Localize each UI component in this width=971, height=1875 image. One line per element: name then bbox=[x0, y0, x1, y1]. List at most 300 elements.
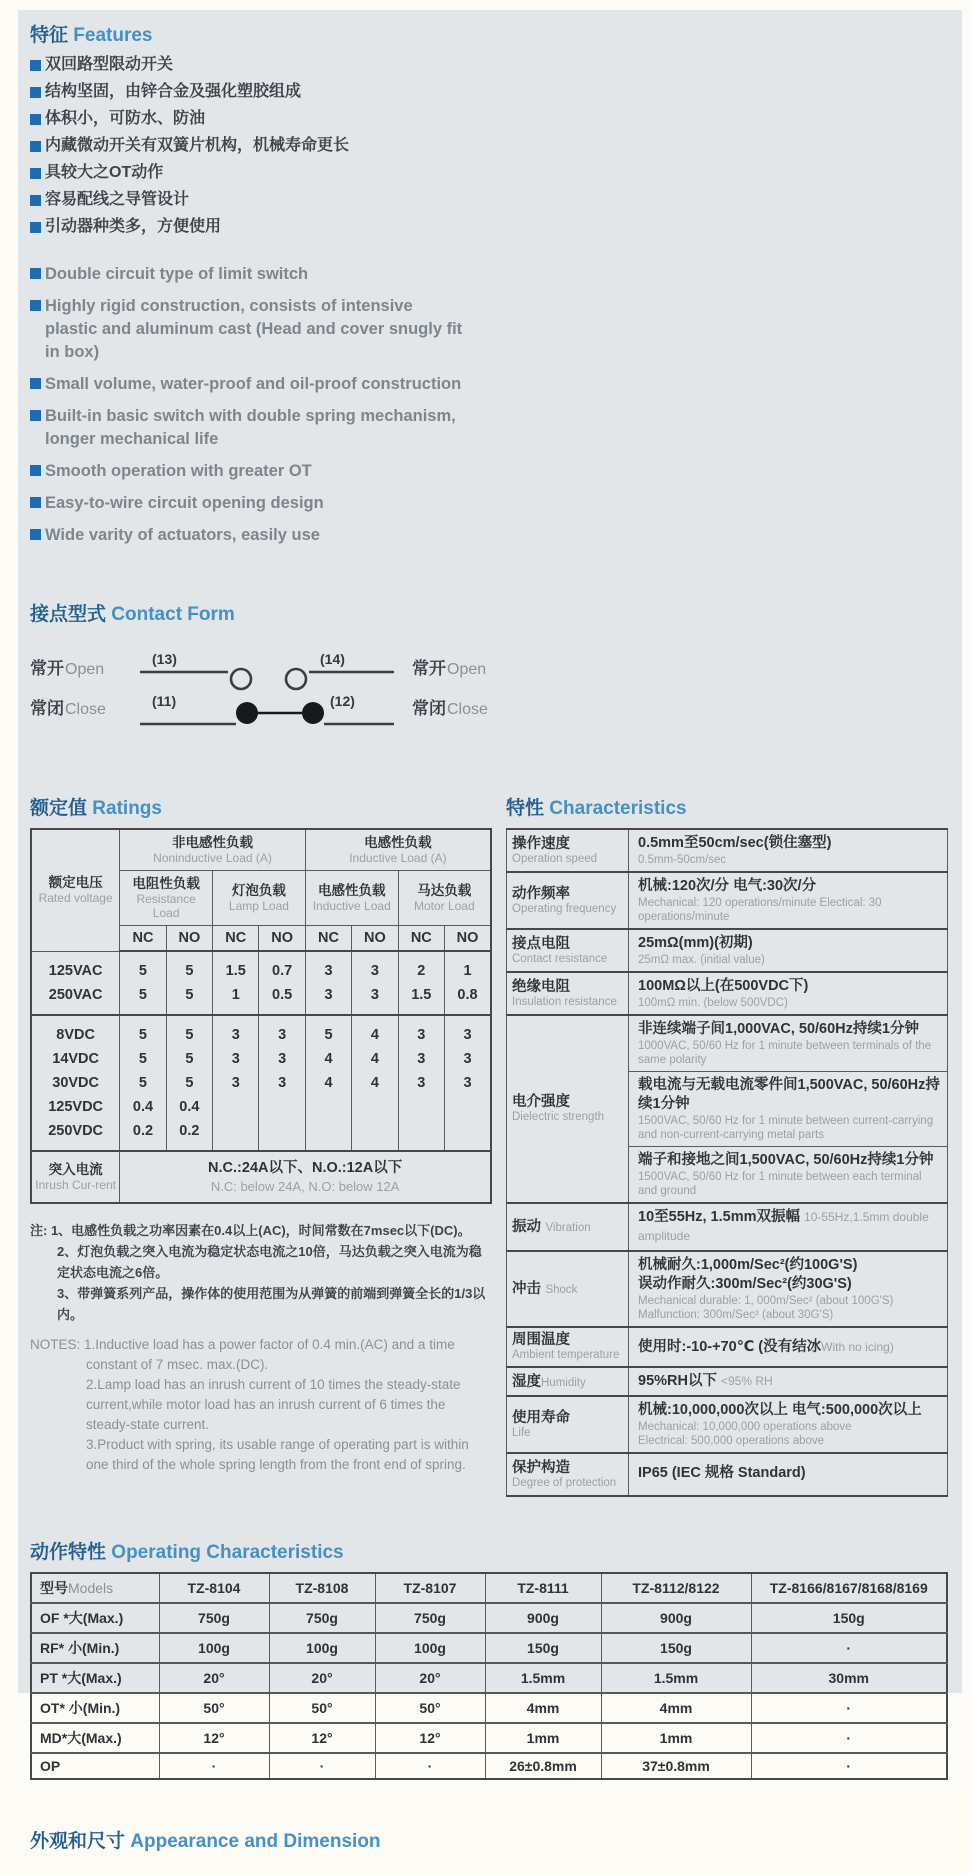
operating-row-of bbox=[31, 1603, 947, 1633]
feature-item bbox=[30, 492, 948, 515]
rating-value: 3 bbox=[324, 963, 333, 979]
bullet-square-icon bbox=[30, 60, 41, 71]
rating-value: 4 bbox=[324, 1051, 333, 1067]
open-contact-icon bbox=[231, 669, 251, 689]
feature-item bbox=[30, 109, 948, 129]
features-title-zh: 特征 bbox=[30, 25, 69, 46]
operating-table bbox=[30, 1572, 948, 1780]
features-title-en: Features bbox=[73, 25, 153, 46]
char-value-main: 非连续端子间1,000VAC, 50/60Hz持续1分钟 bbox=[638, 1021, 919, 1037]
char-value-sub: 100mΩ min. (below 500VDC) bbox=[638, 997, 788, 1009]
operating-value: · bbox=[751, 1723, 947, 1753]
feature-text: 体积小，可防水、防油 bbox=[45, 110, 206, 127]
header-zh: 电阻性负载 bbox=[132, 876, 200, 891]
operating-value: 750g bbox=[159, 1603, 269, 1633]
inrush-row bbox=[31, 1151, 491, 1203]
char-label-zh: 接点电阻 bbox=[512, 935, 570, 952]
char-value-main: 机械:10,000,000次以上 电气:500,000次以上 bbox=[638, 1402, 922, 1418]
header-en: Inrush Cur-rent bbox=[35, 1178, 116, 1192]
rating-value: 5 bbox=[138, 1075, 147, 1091]
operating-value: 12° bbox=[159, 1723, 269, 1753]
operating-section bbox=[30, 1537, 948, 1780]
rating-value bbox=[354, 1119, 395, 1143]
header-zh: 非电感性负载 bbox=[172, 835, 254, 850]
operating-value: 20° bbox=[269, 1663, 375, 1693]
char-label-en: Dielectric strength bbox=[512, 1111, 605, 1123]
feature-item bbox=[30, 217, 948, 237]
operating-row-op bbox=[31, 1753, 947, 1779]
feature-text: 具较大之OT动作 bbox=[45, 164, 164, 181]
operating-title bbox=[30, 1537, 948, 1564]
feature-text: 容易配线之导管设计 bbox=[45, 191, 190, 208]
inrush-label bbox=[31, 1151, 120, 1203]
char-label-zh: 振动 bbox=[512, 1219, 541, 1235]
char-label-en: Ambient temperature bbox=[512, 1349, 620, 1361]
bullet-square-icon bbox=[30, 141, 41, 152]
note-line: 注: 1、电感性负载之功率因素在0.4以上(AC)，时间常数在7msec以下(DC)。 bbox=[30, 1223, 471, 1238]
operating-value: · bbox=[375, 1753, 485, 1779]
bullet-square-icon bbox=[30, 497, 41, 508]
dielectric-sub-row bbox=[629, 1072, 947, 1147]
char-value-sub: 1500VAC, 50/60 Hz for 1 minute between current-carrying and non-current-carrying metal parts bbox=[638, 1115, 934, 1141]
feature-text: 内藏微动开关有双簧片机构，机械寿命更长 bbox=[45, 137, 350, 154]
inrush-value bbox=[120, 1151, 491, 1203]
char-row-operation-speed bbox=[507, 829, 948, 872]
char-label-zh: 冲击 bbox=[512, 1281, 541, 1297]
rating-value: 0.4 bbox=[132, 1099, 154, 1115]
nc-header: NC bbox=[398, 926, 444, 952]
note-line: 3.Product with spring, its usable range of operating part is within one third of the whole spring length from the front end of spring. bbox=[86, 1437, 469, 1472]
char-label-en: Humidity bbox=[541, 1376, 586, 1389]
char-value-main: IP65 (IEC 规格 Standard) bbox=[638, 1465, 806, 1481]
char-value-sub: 10-55Hz,1.5mm double amplitude bbox=[638, 1210, 929, 1243]
voltage-label: 250VDC bbox=[48, 1123, 104, 1139]
operating-value: · bbox=[751, 1753, 947, 1779]
operating-value: 50° bbox=[159, 1693, 269, 1723]
open-label-zh-right: 常开 bbox=[412, 659, 446, 678]
header-en: Motor Load bbox=[413, 899, 475, 913]
char-label-en: Operating frequency bbox=[512, 902, 617, 915]
motor-load-header bbox=[398, 871, 491, 926]
feature-text: Highly rigid construction, consists of intensive plastic and aluminum cast (Head and cover snugly fit in box) bbox=[45, 297, 463, 361]
middle-section bbox=[30, 793, 948, 1497]
operating-value: 1.5mm bbox=[601, 1663, 751, 1693]
rating-value: 4 bbox=[370, 1051, 379, 1067]
note-line: 3、带弹簧系列产品，操作体的使用范围为从弹簧的前端到弹簧全长的1/3以内。 bbox=[57, 1286, 486, 1322]
bullet-square-icon bbox=[30, 378, 41, 389]
terminal-14-label: (14) bbox=[320, 651, 345, 667]
dielectric-sub-row bbox=[629, 1147, 947, 1202]
note-line: 2、灯泡负载之突入电流为稳定状态电流之10倍，马达负载之突入电流为稳定状态电流之6倍。 bbox=[57, 1244, 482, 1280]
rating-value: 3 bbox=[463, 1075, 472, 1091]
operating-value: 37±0.8mm bbox=[601, 1753, 751, 1779]
closed-contact-icon bbox=[302, 702, 324, 724]
ratings-title-zh: 额定值 bbox=[30, 798, 88, 819]
no-header: NO bbox=[259, 926, 305, 952]
contact-form-title-zh: 接点型式 bbox=[30, 604, 107, 625]
contact-form-title bbox=[30, 599, 948, 626]
rating-value: 3 bbox=[463, 1051, 472, 1067]
rating-value: 5 bbox=[324, 1027, 333, 1043]
open-label-en-left: Open bbox=[65, 661, 105, 678]
char-value-sub: Mechanical: 10,000,000 operations above bbox=[638, 1421, 852, 1433]
operating-row-label: OF *大(Max.) bbox=[31, 1603, 159, 1633]
no-header: NO bbox=[166, 926, 212, 952]
no-header: NO bbox=[445, 926, 492, 952]
char-row-shock bbox=[507, 1251, 948, 1327]
operating-row-label: OT* 小(Min.) bbox=[31, 1693, 159, 1723]
contact-form-title-en: Contact Form bbox=[111, 604, 235, 625]
notes-block bbox=[30, 1220, 492, 1475]
appearance-title-zh: 外观和尺寸 bbox=[30, 1831, 126, 1852]
char-value-main: 95%RH以下 bbox=[638, 1373, 717, 1389]
feature-item bbox=[30, 295, 948, 364]
operating-value: 100g bbox=[375, 1633, 485, 1663]
close-label-en-left: Close bbox=[65, 701, 106, 718]
open-contact-icon bbox=[286, 669, 306, 689]
char-row-life bbox=[507, 1396, 948, 1453]
inductive-header bbox=[305, 829, 491, 871]
model-column: TZ-8104 bbox=[159, 1573, 269, 1603]
char-row-contact-resistance bbox=[507, 929, 948, 972]
rating-value bbox=[447, 1095, 488, 1119]
char-label-zh: 周围温度 bbox=[512, 1332, 570, 1348]
feature-item bbox=[30, 460, 948, 483]
rating-value: 4 bbox=[370, 1075, 379, 1091]
rating-value bbox=[447, 1119, 488, 1143]
terminal-12-label: (12) bbox=[330, 693, 355, 709]
rating-value: 1 bbox=[463, 963, 472, 979]
rating-value: 3 bbox=[417, 1051, 426, 1067]
models-header-en: Models bbox=[68, 1580, 114, 1596]
rating-value: 3 bbox=[324, 987, 333, 1003]
rating-value: 5 bbox=[185, 1027, 194, 1043]
rating-value: 3 bbox=[231, 1075, 240, 1091]
features-title bbox=[30, 20, 948, 47]
operating-value: · bbox=[751, 1693, 947, 1723]
char-value-sub: Malfunction: 300m/Sec² (about 30G'S) bbox=[638, 1309, 834, 1321]
char-value-main: 端子和接地之间1,500VAC, 50/60Hz持续1分钟 bbox=[638, 1152, 934, 1168]
char-row-ambient-temperature bbox=[507, 1327, 948, 1367]
contact-form-section bbox=[30, 599, 948, 743]
operating-value: 750g bbox=[375, 1603, 485, 1633]
nc-header: NC bbox=[305, 926, 351, 952]
bullet-square-icon bbox=[30, 300, 41, 311]
bullet-square-icon bbox=[30, 410, 41, 421]
char-value-sub: 1500VAC, 50/60 Hz for 1 minute between each terminal and ground bbox=[638, 1171, 922, 1197]
char-value-sub: Mechanical durable: 1, 000m/Sec² (about 100G'S) bbox=[638, 1295, 894, 1307]
rating-value: 5 bbox=[138, 1051, 147, 1067]
char-row-degree-of-protection bbox=[507, 1453, 948, 1496]
rating-value bbox=[401, 1119, 442, 1143]
characteristics-table bbox=[506, 828, 948, 1497]
feature-text: Smooth operation with greater OT bbox=[45, 462, 312, 480]
char-label-zh: 动作频率 bbox=[512, 885, 570, 902]
char-label-zh: 保护构造 bbox=[512, 1459, 570, 1476]
operating-value: 26±0.8mm bbox=[485, 1753, 601, 1779]
rating-value: 5 bbox=[185, 1051, 194, 1067]
rating-value: 0.7 bbox=[272, 963, 293, 979]
char-value-main: 25mΩ(mm)(初期) bbox=[638, 935, 753, 951]
char-label-zh: 绝缘电阻 bbox=[512, 978, 570, 995]
inductive-load-header bbox=[305, 871, 398, 926]
char-row-dielectric-strength bbox=[507, 1015, 948, 1203]
voltage-label: 30VDC bbox=[52, 1075, 99, 1091]
char-value-sub: 25mΩ max. (initial value) bbox=[638, 954, 765, 966]
rating-value: 3 bbox=[278, 1051, 287, 1067]
char-label-en: Contact resistance bbox=[512, 952, 608, 965]
rating-value: 0.5 bbox=[272, 987, 293, 1003]
feature-text: Built-in basic switch with double spring mechanism, longer mechanical life bbox=[45, 407, 456, 448]
header-zh: 额定电压 bbox=[48, 875, 103, 891]
operating-row-label: MD*大(Max.) bbox=[31, 1723, 159, 1753]
operating-value: 1mm bbox=[601, 1723, 751, 1753]
operating-value: 150g bbox=[601, 1633, 751, 1663]
vac-group-row bbox=[31, 951, 491, 1015]
rating-value: 4 bbox=[370, 1027, 379, 1043]
char-label-zh: 操作速度 bbox=[512, 835, 570, 852]
header-zh: 灯泡负载 bbox=[231, 883, 286, 898]
header-zh: 电感性负载 bbox=[364, 835, 432, 850]
appearance-title bbox=[30, 1826, 948, 1853]
char-value-sub: With no icing) bbox=[821, 1339, 894, 1354]
header-en: Noninductive Load (A) bbox=[153, 851, 272, 865]
rating-value: 0.2 bbox=[132, 1123, 154, 1139]
rating-value: 4 bbox=[324, 1075, 333, 1091]
note-line: 2.Lamp load has an inrush current of 10 times the steady-state current,while motor load has an inrush current of 6 times the steady-state current. bbox=[86, 1377, 461, 1432]
contact-circuit-diagram bbox=[30, 634, 590, 738]
char-value-main: 0.5mm至50cm/sec(锁住塞型) bbox=[638, 835, 832, 851]
rating-value: 5 bbox=[185, 963, 194, 979]
noninductive-header bbox=[120, 829, 306, 871]
header-en: Inductive Load bbox=[312, 899, 391, 913]
rating-value: 1.5 bbox=[411, 987, 432, 1003]
operating-value: 900g bbox=[485, 1603, 601, 1633]
char-value-main: 载电流与无载电流零件间1,500VAC, 50/60Hz持续1分钟 bbox=[638, 1077, 940, 1112]
characteristics-title-en: Characteristics bbox=[549, 798, 687, 819]
terminal-13-label: (13) bbox=[152, 651, 177, 667]
voltage-label: 14VDC bbox=[52, 1051, 99, 1067]
char-label-en: Operation speed bbox=[512, 852, 598, 865]
bullet-square-icon bbox=[30, 195, 41, 206]
rating-value bbox=[308, 1119, 349, 1143]
rating-value: 5 bbox=[138, 987, 147, 1003]
operating-value: 100g bbox=[159, 1633, 269, 1663]
appearance-section bbox=[30, 1826, 948, 1875]
feature-text: 引动器种类多，方便使用 bbox=[45, 218, 222, 235]
close-label-zh-right: 常闭 bbox=[412, 699, 446, 718]
dielectric-sub-row bbox=[629, 1016, 947, 1072]
operating-value: 4mm bbox=[485, 1693, 601, 1723]
feature-text: Easy-to-wire circuit opening design bbox=[45, 494, 324, 512]
bullet-square-icon bbox=[30, 87, 41, 98]
rating-value bbox=[261, 1095, 302, 1119]
bullet-square-icon bbox=[30, 529, 41, 540]
char-label-zh: 使用寿命 bbox=[512, 1409, 570, 1426]
rating-value: 3 bbox=[278, 1075, 287, 1091]
lamp-load-header bbox=[213, 871, 306, 926]
rating-value bbox=[215, 1119, 256, 1143]
rating-value: 1.5 bbox=[225, 963, 246, 979]
voltage-label: 250VAC bbox=[48, 986, 103, 1003]
char-label-en: Insulation resistance bbox=[512, 995, 617, 1008]
model-column: TZ-8107 bbox=[375, 1573, 485, 1603]
header-zh: 突入电流 bbox=[48, 1162, 103, 1177]
char-label-en: Vibration bbox=[545, 1222, 591, 1234]
rating-value: 3 bbox=[370, 987, 379, 1003]
char-label-en: Shock bbox=[545, 1284, 578, 1296]
feature-item bbox=[30, 55, 948, 75]
header-en: Lamp Load bbox=[228, 899, 289, 913]
rating-value bbox=[354, 1095, 395, 1119]
operating-value: · bbox=[159, 1753, 269, 1779]
model-column: TZ-8166/8167/8168/8169 bbox=[751, 1573, 947, 1603]
char-row-vibration bbox=[507, 1203, 948, 1251]
nc-header: NC bbox=[213, 926, 259, 952]
header-zh: 马达负载 bbox=[417, 883, 472, 898]
ratings-title-en: Ratings bbox=[92, 798, 162, 819]
ratings-block bbox=[30, 793, 492, 1497]
bullet-square-icon bbox=[30, 465, 41, 476]
appearance-title-en: Appearance and Dimension bbox=[130, 1831, 381, 1852]
operating-header-row bbox=[31, 1573, 947, 1603]
ratings-title bbox=[30, 793, 492, 820]
features-list-en bbox=[30, 263, 948, 547]
feature-text: Double circuit type of limit switch bbox=[45, 265, 309, 283]
operating-row-label: RF* 小(Min.) bbox=[31, 1633, 159, 1663]
rating-value: 2 bbox=[417, 963, 426, 979]
rating-value bbox=[215, 1095, 256, 1119]
char-label-zh: 湿度 bbox=[512, 1373, 541, 1390]
feature-item bbox=[30, 163, 948, 183]
bullet-square-icon bbox=[30, 222, 41, 233]
bullet-square-icon bbox=[30, 268, 41, 279]
rating-value: 3 bbox=[417, 1075, 426, 1091]
char-row-operating-frequency bbox=[507, 872, 948, 929]
operating-value: 1.5mm bbox=[485, 1663, 601, 1693]
rating-value: 5 bbox=[185, 1075, 194, 1091]
features-list-zh bbox=[30, 55, 948, 237]
rating-value: 3 bbox=[278, 1027, 287, 1043]
rating-value: 0.2 bbox=[179, 1123, 200, 1139]
operating-row-rf bbox=[31, 1633, 947, 1663]
operating-row-md bbox=[31, 1723, 947, 1753]
characteristics-block bbox=[506, 793, 948, 1497]
operating-value: 1mm bbox=[485, 1723, 601, 1753]
rating-value bbox=[261, 1119, 302, 1143]
char-row-humidity bbox=[507, 1367, 948, 1396]
model-column: TZ-8108 bbox=[269, 1573, 375, 1603]
voltage-label: 125VAC bbox=[48, 962, 103, 979]
inrush-line-en: N.C: below 24A, N.O: below 12A bbox=[210, 1179, 400, 1194]
char-value-main: 机械耐久:1,000m/Sec²(约100G'S) bbox=[638, 1257, 858, 1273]
no-header: NO bbox=[352, 926, 398, 952]
operating-title-en: Operating Characteristics bbox=[111, 1542, 344, 1563]
characteristics-title-zh: 特性 bbox=[506, 798, 545, 819]
header-en: Resistance Load bbox=[136, 892, 196, 920]
rating-value: 0.4 bbox=[179, 1099, 200, 1115]
char-value-main: 10至55Hz, 1.5mm双振幅 bbox=[638, 1209, 800, 1225]
operating-value: 50° bbox=[375, 1693, 485, 1723]
voltage-label: 8VDC bbox=[56, 1027, 95, 1043]
char-label-en: Degree of protection bbox=[512, 1476, 617, 1489]
model-column: TZ-8112/8122 bbox=[601, 1573, 751, 1603]
rating-value: 3 bbox=[463, 1027, 472, 1043]
bullet-square-icon bbox=[30, 168, 41, 179]
operating-row-label: PT *大(Max.) bbox=[31, 1663, 159, 1693]
nc-header: NC bbox=[120, 926, 166, 952]
features-section bbox=[30, 20, 948, 547]
terminal-11-label: (11) bbox=[152, 693, 177, 709]
operating-value: 20° bbox=[159, 1663, 269, 1693]
operating-value: 900g bbox=[601, 1603, 751, 1633]
feature-text: Wide varity of actuators, easily use bbox=[45, 526, 320, 544]
open-label-zh-left: 常开 bbox=[30, 659, 64, 678]
feature-text: 结构坚固，由锌合金及强化塑胶组成 bbox=[45, 83, 302, 100]
header-zh: 电感性负载 bbox=[317, 883, 386, 898]
rated-voltage-header bbox=[31, 829, 120, 951]
char-value-main: 100MΩ以上(在500VDC下) bbox=[638, 978, 809, 994]
bullet-square-icon bbox=[30, 114, 41, 125]
rating-value bbox=[308, 1095, 349, 1119]
voltage-label: 125VDC bbox=[48, 1099, 104, 1115]
open-label-en-right: Open bbox=[447, 661, 487, 678]
operating-value: 20° bbox=[375, 1663, 485, 1693]
operating-value: 150g bbox=[751, 1603, 947, 1633]
char-label-en: Life bbox=[512, 1426, 531, 1439]
operating-value: · bbox=[751, 1633, 947, 1663]
rating-value bbox=[401, 1095, 442, 1119]
char-value-sub: Mechanical: 120 operations/minute Electical: 30 operations/minute bbox=[638, 897, 882, 923]
rating-value: 5 bbox=[138, 1027, 147, 1043]
vdc-group-row bbox=[31, 1015, 491, 1151]
operating-value: 750g bbox=[269, 1603, 375, 1633]
operating-row-label: OP bbox=[31, 1753, 159, 1779]
char-value-main: 误动作耐久:300m/Sec²(约30G'S) bbox=[638, 1276, 852, 1292]
char-value-sub: 1000VAC, 50/60 Hz for 1 minute between terminals of the same polarity bbox=[638, 1040, 932, 1066]
operating-value: 150g bbox=[485, 1633, 601, 1663]
operating-value: 30mm bbox=[751, 1663, 947, 1693]
characteristics-title bbox=[506, 793, 948, 820]
feature-item bbox=[30, 373, 948, 396]
char-row-insulation-resistance bbox=[507, 972, 948, 1015]
rating-value: 3 bbox=[231, 1027, 240, 1043]
feature-text: 双回路型限动开关 bbox=[45, 56, 174, 73]
char-value-main: 使用时:-10-+70℃ (没有结冰 bbox=[638, 1338, 822, 1355]
char-value-sub: <95% RH bbox=[721, 1374, 773, 1388]
close-label-zh-left: 常闭 bbox=[30, 699, 64, 718]
operating-row-pt bbox=[31, 1663, 947, 1693]
rating-value: 3 bbox=[231, 1051, 240, 1067]
operating-value: 50° bbox=[269, 1693, 375, 1723]
header-en: Rated voltage bbox=[38, 891, 113, 906]
operating-value: 12° bbox=[269, 1723, 375, 1753]
rating-value: 5 bbox=[185, 987, 194, 1003]
rating-value: 1 bbox=[231, 987, 240, 1003]
content-panel bbox=[18, 10, 962, 1852]
operating-value: 4mm bbox=[601, 1693, 751, 1723]
char-value-sub: 0.5mm-50cm/sec bbox=[638, 854, 727, 866]
rating-value: 5 bbox=[138, 963, 147, 979]
feature-item bbox=[30, 263, 948, 286]
feature-text: Small volume, water-proof and oil-proof construction bbox=[45, 375, 462, 393]
feature-item bbox=[30, 136, 948, 156]
feature-item bbox=[30, 405, 948, 451]
char-value-sub: Electrical: 500,000 operations above bbox=[638, 1435, 825, 1447]
models-header bbox=[31, 1573, 159, 1603]
ratings-table bbox=[30, 828, 492, 1204]
rating-value: 3 bbox=[370, 963, 379, 979]
